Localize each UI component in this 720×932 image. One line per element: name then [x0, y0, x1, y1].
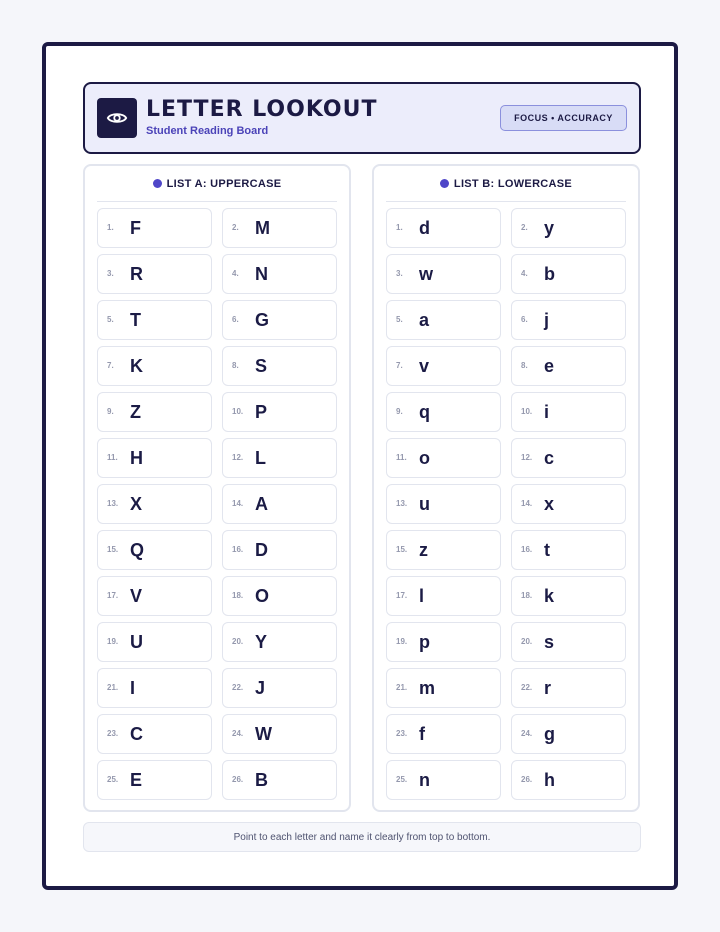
letter-glyph: A: [255, 494, 268, 514]
letter-glyph: c: [544, 448, 555, 468]
letter-card: [97, 714, 212, 754]
letter-number: 2.: [521, 223, 528, 232]
letter-glyph: T: [130, 310, 141, 330]
letter-card: [222, 438, 337, 478]
focus-badge: FOCUS • ACCURACY: [500, 105, 627, 131]
letter-card: [97, 760, 212, 800]
letter-number: 5.: [107, 315, 114, 324]
letter-card: [97, 576, 212, 616]
letter-card: [511, 530, 626, 570]
letter-number: 22.: [521, 683, 533, 692]
letter-glyph: J: [255, 678, 266, 698]
letter-glyph: O: [255, 586, 270, 606]
letter-number: 18.: [232, 591, 244, 600]
letter-glyph: n: [419, 770, 430, 790]
list-b-panel: [372, 164, 640, 812]
instruction-text: Point to each letter and name it clearly from top to bottom.: [233, 831, 491, 843]
letter-number: 22.: [232, 683, 244, 692]
letter-number: 7.: [107, 361, 114, 370]
letter-glyph: X: [130, 494, 143, 514]
letter-number: 11.: [107, 453, 118, 462]
letter-glyph: H: [130, 448, 143, 468]
letter-glyph: d: [419, 218, 430, 238]
letter-number: 9.: [107, 407, 114, 416]
letter-card: [222, 254, 337, 294]
letter-glyph: Z: [130, 402, 141, 422]
letter-glyph: y: [544, 218, 555, 238]
letter-number: 15.: [107, 545, 119, 554]
letter-card: [222, 576, 337, 616]
bullet-dot-icon: [440, 179, 449, 188]
letter-card: [386, 208, 501, 248]
letter-glyph: M: [255, 218, 270, 238]
letter-card: [511, 484, 626, 524]
letter-card: [386, 668, 501, 708]
letter-number: 21.: [396, 683, 408, 692]
list-a-title: LIST A: UPPERCASE: [166, 177, 282, 190]
letter-number: 20.: [232, 637, 244, 646]
letter-glyph: K: [130, 356, 143, 376]
letter-card: [97, 392, 212, 432]
list-b-grid: [386, 208, 626, 800]
letter-glyph: W: [255, 724, 272, 744]
bullet-dot-icon: [153, 179, 162, 188]
letter-glyph: L: [255, 448, 266, 468]
letter-glyph: C: [130, 724, 143, 744]
letter-card: [511, 668, 626, 708]
letter-glyph: b: [544, 264, 555, 284]
letter-number: 10.: [521, 407, 533, 416]
letter-number: 14.: [521, 499, 533, 508]
letter-card: [97, 254, 212, 294]
letter-number: 25.: [396, 775, 408, 784]
letter-glyph: v: [419, 356, 430, 376]
letter-card: [97, 484, 212, 524]
letter-card: [386, 300, 501, 340]
letter-card: [386, 622, 501, 662]
letter-glyph: o: [419, 448, 430, 468]
letter-card: [222, 346, 337, 386]
letter-glyph: k: [544, 586, 555, 606]
letter-glyph: R: [130, 264, 143, 284]
letter-number: 17.: [396, 591, 408, 600]
letter-glyph: i: [544, 402, 550, 422]
letter-glyph: s: [544, 632, 555, 652]
instruction-footer: [83, 822, 641, 852]
letter-card: [222, 208, 337, 248]
letter-glyph: a: [419, 310, 430, 330]
letter-number: 23.: [107, 729, 119, 738]
letter-glyph: P: [255, 402, 268, 422]
letter-glyph: f: [419, 724, 425, 744]
letter-card: [97, 438, 212, 478]
reading-board: [42, 42, 678, 890]
list-a-panel: [83, 164, 351, 812]
letter-number: 8.: [521, 361, 528, 370]
letter-glyph: S: [255, 356, 268, 376]
letter-card: [386, 576, 501, 616]
letter-card: [511, 254, 626, 294]
letter-card: [511, 622, 626, 662]
letter-glyph: G: [255, 310, 270, 330]
letter-card: [511, 346, 626, 386]
letter-glyph: D: [255, 540, 268, 560]
letter-card: [386, 530, 501, 570]
letter-number: 3.: [396, 269, 403, 278]
letter-number: 11.: [396, 453, 407, 462]
letter-glyph: I: [130, 678, 136, 698]
page-title: LETTER LOOKOUT: [146, 97, 378, 122]
letter-card: [222, 300, 337, 340]
letter-number: 16.: [521, 545, 533, 554]
list-b-header: [386, 166, 626, 202]
letter-number: 4.: [232, 269, 239, 278]
letter-number: 25.: [107, 775, 119, 784]
letter-glyph: w: [419, 264, 434, 284]
letter-glyph: g: [544, 724, 555, 744]
letter-glyph: q: [419, 402, 430, 422]
letter-card: [222, 760, 337, 800]
letter-number: 15.: [396, 545, 408, 554]
letter-number: 20.: [521, 637, 533, 646]
list-a-header: [97, 166, 337, 202]
letter-card: [222, 714, 337, 754]
letter-number: 13.: [396, 499, 408, 508]
letter-glyph: B: [255, 770, 268, 790]
letter-number: 17.: [107, 591, 119, 600]
letter-number: 2.: [232, 223, 239, 232]
letter-number: 19.: [396, 637, 408, 646]
letter-number: 3.: [107, 269, 114, 278]
letter-card: [386, 760, 501, 800]
letter-glyph: p: [419, 632, 430, 652]
letter-number: 13.: [107, 499, 119, 508]
letter-card: [511, 208, 626, 248]
letter-number: 16.: [232, 545, 244, 554]
letter-card: [511, 760, 626, 800]
letter-glyph: r: [544, 678, 552, 698]
letter-glyph: u: [419, 494, 430, 514]
letter-number: 6.: [232, 315, 239, 324]
letter-number: 8.: [232, 361, 239, 370]
eye-icon: [97, 98, 137, 138]
letter-glyph: t: [544, 540, 550, 560]
letter-glyph: m: [419, 678, 436, 698]
letter-glyph: N: [255, 264, 268, 284]
letter-glyph: F: [130, 218, 141, 238]
letter-card: [386, 346, 501, 386]
letter-glyph: V: [130, 586, 143, 606]
letter-card: [97, 530, 212, 570]
list-a-grid: [97, 208, 337, 800]
letter-number: 7.: [396, 361, 403, 370]
letter-glyph: z: [419, 540, 428, 560]
letter-glyph: E: [130, 770, 143, 790]
letter-glyph: U: [130, 632, 143, 652]
letter-glyph: l: [419, 586, 425, 606]
letter-number: 24.: [232, 729, 244, 738]
letter-card: [511, 714, 626, 754]
page-subtitle: Student Reading Board: [146, 125, 269, 137]
letter-card: [97, 346, 212, 386]
letter-number: 18.: [521, 591, 533, 600]
header-banner: [83, 82, 641, 154]
letter-card: [97, 300, 212, 340]
letter-card: [386, 484, 501, 524]
letter-number: 14.: [232, 499, 244, 508]
letter-card: [386, 714, 501, 754]
letter-number: 4.: [521, 269, 528, 278]
letter-card: [222, 392, 337, 432]
letter-number: 26.: [521, 775, 533, 784]
letter-card: [386, 438, 501, 478]
letter-card: [222, 668, 337, 708]
letter-number: 23.: [396, 729, 408, 738]
letter-card: [97, 208, 212, 248]
letter-number: 1.: [107, 223, 114, 232]
letter-glyph: e: [544, 356, 555, 376]
letter-glyph: x: [544, 494, 555, 514]
letter-glyph: h: [544, 770, 555, 790]
letter-card: [386, 254, 501, 294]
letter-number: 12.: [521, 453, 533, 462]
letter-number: 24.: [521, 729, 533, 738]
list-b-title: LIST B: LOWERCASE: [453, 177, 573, 190]
letter-card: [222, 622, 337, 662]
letter-glyph: Y: [255, 632, 268, 652]
letter-card: [511, 576, 626, 616]
letter-number: 1.: [396, 223, 403, 232]
letter-glyph: j: [544, 310, 550, 330]
letter-number: 6.: [521, 315, 528, 324]
letter-number: 10.: [232, 407, 244, 416]
letter-card: [511, 392, 626, 432]
letter-card: [511, 300, 626, 340]
letter-card: [97, 668, 212, 708]
letter-card: [386, 392, 501, 432]
letter-card: [222, 484, 337, 524]
letter-number: 9.: [396, 407, 403, 416]
letter-glyph: Q: [130, 540, 145, 560]
letter-card: [222, 530, 337, 570]
letter-card: [511, 438, 626, 478]
letter-number: 12.: [232, 453, 244, 462]
letter-number: 5.: [396, 315, 403, 324]
letter-card: [97, 622, 212, 662]
letter-number: 19.: [107, 637, 119, 646]
letter-number: 26.: [232, 775, 244, 784]
letter-number: 21.: [107, 683, 119, 692]
